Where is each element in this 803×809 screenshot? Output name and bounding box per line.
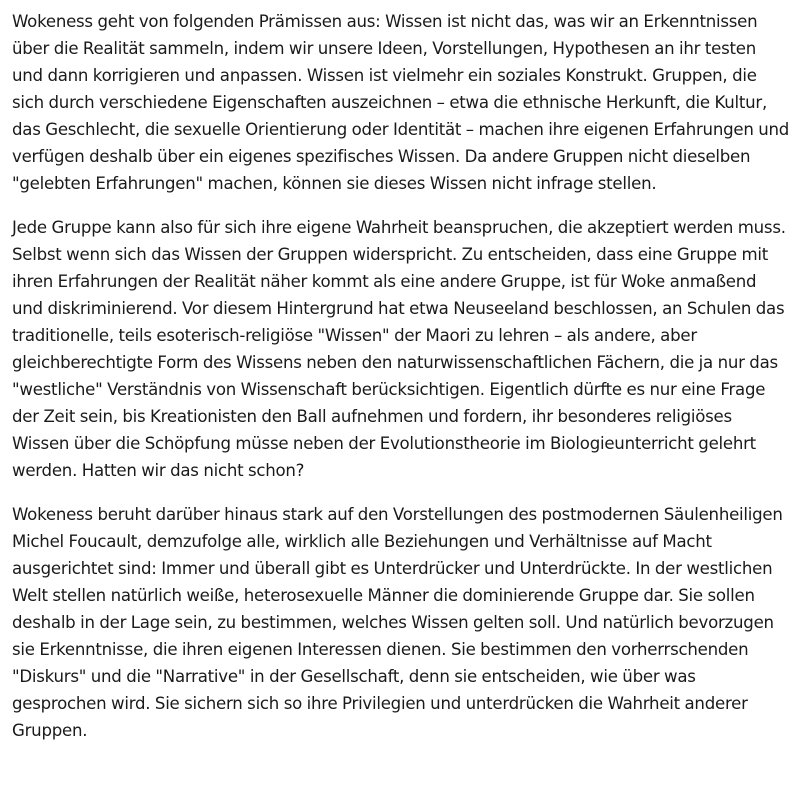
article-body [12, 8, 791, 744]
paragraph-2: Jede Gruppe kann also für sich ihre eigene Wahrheit beanspruchen, die akzeptiert werden muss. Selbst wenn sich das Wissen der Gruppen widerspricht. Zu entscheiden, dass eine Gruppe mit ihren Erfahrungen der Realität näher kommt als eine andere Gruppe, ist für Woke anmaßend und diskriminierend. Vor diesem Hintergrund hat etwa Neuseeland beschlossen, an Schulen das traditionelle, teils esoterisch-religiöse "Wissen" der Maori zu lehren – als andere, aber gleichberechtigte Form des Wissens neben den naturwissenschaftlichen Fächern, die ja nur das "westliche" Verständnis von Wissenschaft berücksichtigen. Eigentlich dürfte es nur eine Frage der Zeit sein, bis Kreationisten den Ball aufnehmen und fordern, ihr besonderes religiöses Wissen über die Schöpfung müsse neben der Evolutionstheorie im Biologieunterricht gelehrt werden. Hatten wir das nicht schon? [12, 218, 786, 480]
paragraph-3: Wokeness beruht darüber hinaus stark auf den Vorstellungen des postmodernen Säulenheiligen Michel Foucault, demzufolge alle, wirklich alle Beziehungen und Verhältnisse auf Macht ausgerichtet sind: Immer und überall gibt es Unterdrücker und Unterdrückte. In der westlichen Welt stellen natürlich weiße, heterosexuelle Männer die dominierende Gruppe dar. Sie sollen deshalb in der Lage sein, zu bestimmen, welches Wissen gelten soll. Und natürlich bevorzugen sie Erkenntnisse, die ihren eigenen Interessen dienen. Sie bestimmen den vorherrschenden "Diskurs" und die "Narrative" in der Gesellschaft, denn sie entscheiden, wie über was gesprochen wird. Sie sichern sich so ihre Privilegien und unterdrücken die Wahrheit anderer Gruppen. [12, 505, 783, 740]
paragraph-1: Wokeness geht von folgenden Prämissen aus: Wissen ist nicht das, was wir an Erkenntnissen über die Realität sammeln, indem wir unsere Ideen, Vorstellungen, Hypothesen an ihr testen und dann korrigieren und anpassen. Wissen ist vielmehr ein soziales Konstrukt. Gruppen, die sich durch verschiedene Eigenschaften auszeichnen – etwa die ethnische Herkunft, die Kultur, das Geschlecht, die sexuelle Orientierung oder Identität – machen ihre eigenen Erfahrungen und verfügen deshalb über ein eigenes spezifisches Wissen. Da andere Gruppen nicht dieselben "gelebten Erfahrungen" machen, können sie dieses Wissen nicht infrage stellen. [12, 12, 790, 193]
